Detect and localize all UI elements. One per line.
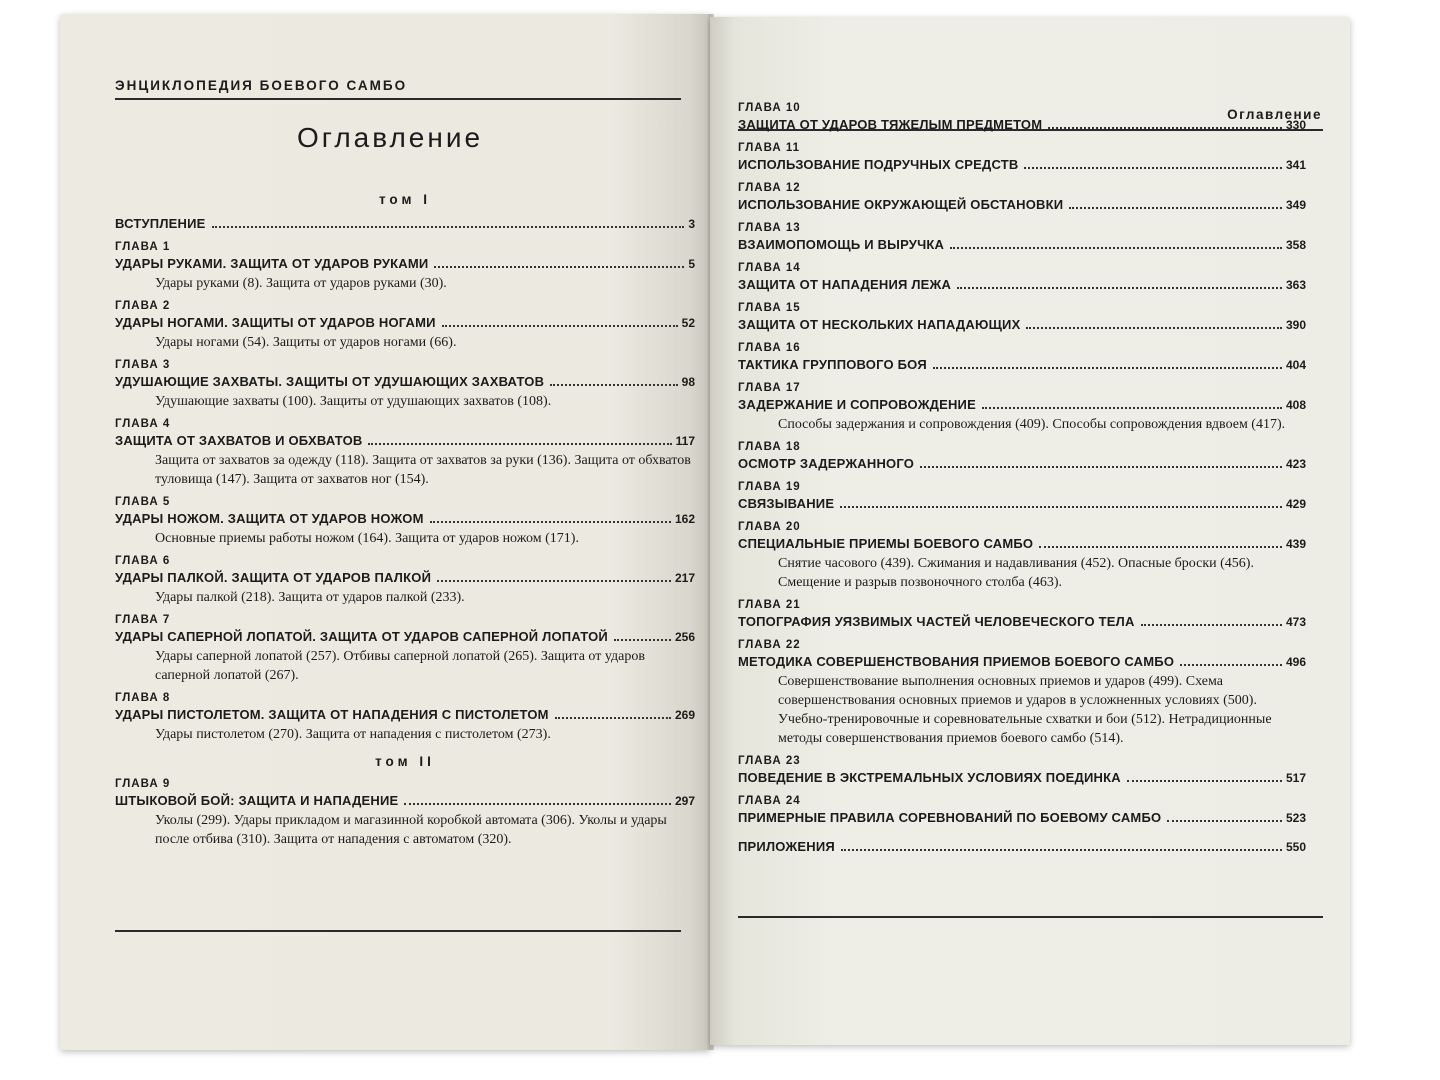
toc-entry[interactable] <box>738 754 1306 788</box>
page-number: 162 <box>674 512 695 526</box>
chapter-title: ЗАЩИТА ОТ ЗАХВАТОВ И ОБХВАТОВ <box>115 433 363 448</box>
toc-entry[interactable] <box>738 598 1306 632</box>
toc-entry[interactable] <box>738 261 1306 295</box>
chapter-title: ЗАЩИТА ОТ НАПАДЕНИЯ ЛЕЖА <box>738 277 952 292</box>
footer-rule-right <box>738 916 1323 918</box>
toc-entry[interactable] <box>738 520 1306 592</box>
chapter-label: ГЛАВА 6 <box>115 555 171 567</box>
toc-entry-intro[interactable] <box>115 215 695 234</box>
toc-right <box>738 101 1306 863</box>
toc-entry[interactable] <box>115 691 695 744</box>
dot-leader <box>950 247 1282 249</box>
dot-leader <box>1141 624 1282 626</box>
chapter-label: ГЛАВА 15 <box>738 302 801 314</box>
chapter-subsections: Удары палкой (218). Защита от ударов палкой (233). <box>155 590 465 605</box>
page-title: Оглавление <box>296 122 484 153</box>
chapter-subsections: Удары саперной лопатой (257). Отбивы саперной лопатой (265). Защита от ударов саперной лопатой (267). <box>155 649 645 683</box>
left-page <box>60 14 710 1050</box>
dot-leader <box>434 266 684 268</box>
page-number: 473 <box>1285 615 1306 629</box>
chapter-subsections: Удары руками (8). Защита от ударов руками (30). <box>155 276 447 291</box>
chapter-title: ПОВЕДЕНИЕ В ЭКСТРЕМАЛЬНЫХ УСЛОВИЯХ ПОЕДИНКА <box>738 770 1121 785</box>
toc-entry[interactable] <box>115 495 695 548</box>
chapter-label: ГЛАВА 18 <box>738 441 801 453</box>
dot-leader <box>1127 780 1282 782</box>
chapter-label: ГЛАВА 13 <box>738 222 801 234</box>
toc-entry[interactable] <box>738 638 1306 748</box>
chapter-title: УДАРЫ ПИСТОЛЕТОМ. ЗАЩИТА ОТ НАПАДЕНИЯ С ПИСТОЛЕТОМ <box>115 707 549 722</box>
chapter-title: ЗАДЕРЖАНИЕ И СОПРОВОЖДЕНИЕ <box>738 397 976 412</box>
chapter-title: ТАКТИКА ГРУППОВОГО БОЯ <box>738 357 927 372</box>
dot-leader <box>430 521 671 523</box>
chapter-title: МЕТОДИКА СОВЕРШЕНСТВОВАНИЯ ПРИЕМОВ БОЕВОГО САМБО <box>738 654 1175 669</box>
chapter-subsections: Способы задержания и сопровождения (409). Способы сопровождения вдвоем (417). <box>778 417 1286 432</box>
dot-leader <box>933 367 1282 369</box>
page-number: 5 <box>688 257 695 271</box>
toc-entry[interactable] <box>115 240 695 293</box>
chapter-subsections: Уколы (299). Удары прикладом и магазинной коробкой автомата (306). Уколы и удары после отбива (310). Защита от нападения с автоматом (320). <box>155 813 667 847</box>
page-number: 330 <box>1285 118 1306 132</box>
chapter-subsections: Защита от захватов за одежду (118). Защита от захватов за руки (136). Защита от обхватов туловища (147). Защита от захватов ног (154). <box>155 453 691 487</box>
running-head-right: Оглавление <box>1227 107 1322 122</box>
page-number: 439 <box>1285 537 1306 551</box>
chapter-list-left <box>115 240 695 744</box>
dot-leader <box>550 384 677 386</box>
page-number: 496 <box>1285 655 1306 669</box>
toc-entry[interactable] <box>115 299 695 352</box>
chapter-title: ТОПОГРАФИЯ УЯЗВИМЫХ ЧАСТЕЙ ЧЕЛОВЕЧЕСКОГО ТЕЛА <box>738 614 1135 629</box>
dot-leader <box>841 849 1282 851</box>
page-number: 269 <box>674 708 695 722</box>
chapter-label: ГЛАВА 10 <box>738 102 801 114</box>
right-page <box>710 17 1350 1045</box>
toc-entry[interactable] <box>738 301 1306 335</box>
chapter-title: УДАРЫ САПЕРНОЙ ЛОПАТОЙ. ЗАЩИТА ОТ УДАРОВ САПЕРНОЙ ЛОПАТОЙ <box>115 629 608 644</box>
dot-leader <box>368 443 671 445</box>
header-rule-left <box>115 98 681 100</box>
dot-leader <box>555 717 671 719</box>
toc-entry[interactable] <box>738 221 1306 255</box>
toc-entry-appendix[interactable] <box>738 838 1306 857</box>
dot-leader <box>957 287 1282 289</box>
running-head-left: ЭНЦИКЛОПЕДИЯ БОЕВОГО САМБО <box>115 78 408 93</box>
chapter-title: УДУШАЮЩИЕ ЗАХВАТЫ. ЗАЩИТЫ ОТ УДУШАЮЩИХ ЗАХВАТОВ <box>115 374 545 389</box>
toc-entry-chapter-9[interactable] <box>115 777 695 849</box>
chapter-label: ГЛАВА 20 <box>738 521 801 533</box>
dot-leader <box>1048 127 1282 129</box>
toc-entry[interactable] <box>115 358 695 411</box>
page-number: 429 <box>1285 497 1306 511</box>
dot-leader <box>404 803 671 805</box>
page-number: 423 <box>1285 457 1306 471</box>
dot-leader <box>212 226 685 228</box>
footer-rule-left <box>115 930 681 932</box>
dot-leader <box>437 580 671 582</box>
page-number: 349 <box>1285 198 1306 212</box>
page-number: 363 <box>1285 278 1306 292</box>
chapter-label: ГЛАВА 3 <box>115 359 171 371</box>
chapter-title: УДАРЫ ПАЛКОЙ. ЗАЩИТА ОТ УДАРОВ ПАЛКОЙ <box>115 570 432 585</box>
dot-leader <box>1180 664 1282 666</box>
page-number: 217 <box>674 571 695 585</box>
page-number: 358 <box>1285 238 1306 252</box>
entry-title: ПРИЛОЖЕНИЯ <box>738 839 835 854</box>
chapter-subsections: Основные приемы работы ножом (164). Защита от ударов ножом (171). <box>155 531 579 546</box>
chapter-title: ШТЫКОВОЙ БОЙ: ЗАЩИТА И НАПАДЕНИЕ <box>115 793 399 808</box>
toc-entry[interactable] <box>738 794 1306 828</box>
chapter-subsections: Удары пистолетом (270). Защита от нападения с пистолетом (273). <box>155 727 551 742</box>
chapter-subsections: Снятие часового (439). Сжимания и надавливания (452). Опасные броски (456). Смещение и разрыв позвоночного столба (463). <box>778 556 1254 590</box>
entry-title: ВСТУПЛЕНИЕ <box>115 216 206 231</box>
chapter-title: ВЗАИМОПОМОЩЬ И ВЫРУЧКА <box>738 237 945 252</box>
volume-heading-1: том I <box>379 192 431 207</box>
volume-heading-2: том II <box>375 754 435 769</box>
chapter-label: ГЛАВА 12 <box>738 182 801 194</box>
toc-left <box>115 190 695 855</box>
dot-leader <box>1069 207 1282 209</box>
chapter-subsections: Удушающие захваты (100). Защиты от удушающих захватов (108). <box>155 394 552 409</box>
chapter-label: ГЛАВА 11 <box>738 142 800 154</box>
chapter-label: ГЛАВА 24 <box>738 795 801 807</box>
chapter-label: ГЛАВА 5 <box>115 496 171 508</box>
dot-leader <box>1024 167 1281 169</box>
chapter-title: УДАРЫ НОЖОМ. ЗАЩИТА ОТ УДАРОВ НОЖОМ <box>115 511 424 526</box>
chapter-label: ГЛАВА 19 <box>738 481 801 493</box>
page-number: 98 <box>681 375 695 389</box>
chapter-label: ГЛАВА 8 <box>115 692 171 704</box>
chapter-title: ИСПОЛЬЗОВАНИЕ ОКРУЖАЮЩЕЙ ОБСТАНОВКИ <box>738 197 1064 212</box>
page-number: 523 <box>1285 811 1306 825</box>
dot-leader <box>1039 546 1282 548</box>
page-number: 117 <box>675 434 695 448</box>
chapter-title: ОСМОТР ЗАДЕРЖАННОГО <box>738 456 915 471</box>
chapter-title: УДАРЫ РУКАМИ. ЗАЩИТА ОТ УДАРОВ РУКАМИ <box>115 256 429 271</box>
toc-entry[interactable] <box>738 480 1306 514</box>
chapter-title: УДАРЫ НОГАМИ. ЗАЩИТЫ ОТ УДАРОВ НОГАМИ <box>115 315 436 330</box>
page-number: 408 <box>1285 398 1306 412</box>
chapter-subsections: Совершенствование выполнения основных приемов и ударов (499). Схема совершенствования основных приемов и ударов в усложненных условиях (500). Учебно-тренировочные и соревновательные схватки и бои (512). Нетрадиционные методы совершенствования приемов боевого самбо (514). <box>778 674 1272 746</box>
dot-leader <box>614 639 671 641</box>
toc-entry[interactable] <box>115 613 695 685</box>
page-number: 3 <box>688 217 695 231</box>
chapter-title: СПЕЦИАЛЬНЫЕ ПРИЕМЫ БОЕВОГО САМБО <box>738 536 1034 551</box>
chapter-title: ПРИМЕРНЫЕ ПРАВИЛА СОРЕВНОВАНИЙ ПО БОЕВОМУ САМБО <box>738 810 1162 825</box>
chapter-label: ГЛАВА 2 <box>115 300 171 312</box>
chapter-label: ГЛАВА 16 <box>738 342 801 354</box>
chapter-list-right <box>738 101 1306 828</box>
page-number: 390 <box>1285 318 1306 332</box>
chapter-title: ЗАЩИТА ОТ УДАРОВ ТЯЖЕЛЫМ ПРЕДМЕТОМ <box>738 117 1043 132</box>
dot-leader <box>1167 820 1282 822</box>
toc-entry[interactable] <box>738 381 1306 434</box>
toc-entry[interactable] <box>738 101 1306 135</box>
chapter-label: ГЛАВА 14 <box>738 262 801 274</box>
dot-leader <box>982 407 1282 409</box>
chapter-title: СВЯЗЫВАНИЕ <box>738 496 835 511</box>
page-number: 256 <box>674 630 695 644</box>
page-number: 404 <box>1285 358 1306 372</box>
dot-leader <box>1026 327 1282 329</box>
chapter-label: ГЛАВА 22 <box>738 639 801 651</box>
chapter-label: ГЛАВА 23 <box>738 755 801 767</box>
dot-leader <box>442 325 678 327</box>
toc-entry[interactable] <box>738 141 1306 175</box>
chapter-label: ГЛАВА 1 <box>115 241 171 253</box>
chapter-subsections: Удары ногами (54). Защиты от ударов ногами (66). <box>155 335 457 350</box>
page-number: 550 <box>1285 840 1306 854</box>
page-number: 341 <box>1285 158 1306 172</box>
toc-entry[interactable] <box>738 181 1306 215</box>
chapter-label: ГЛАВА 17 <box>738 382 801 394</box>
dot-leader <box>920 466 1282 468</box>
chapter-title: ЗАЩИТА ОТ НЕСКОЛЬКИХ НАПАДАЮЩИХ <box>738 317 1021 332</box>
toc-entry[interactable] <box>115 554 695 607</box>
chapter-label: ГЛАВА 7 <box>115 614 171 626</box>
toc-entry[interactable] <box>738 341 1306 375</box>
chapter-label: ГЛАВА 4 <box>115 418 171 430</box>
dot-leader <box>840 506 1282 508</box>
page-number: 517 <box>1285 771 1306 785</box>
toc-entry[interactable] <box>738 440 1306 474</box>
chapter-label: ГЛАВА 21 <box>738 599 801 611</box>
open-book <box>60 14 1350 1050</box>
page-number: 297 <box>674 794 695 808</box>
toc-entry[interactable] <box>115 417 695 489</box>
chapter-label: ГЛАВА 9 <box>115 778 171 790</box>
page-number: 52 <box>681 316 695 330</box>
chapter-title: ИСПОЛЬЗОВАНИЕ ПОДРУЧНЫХ СРЕДСТВ <box>738 157 1019 172</box>
